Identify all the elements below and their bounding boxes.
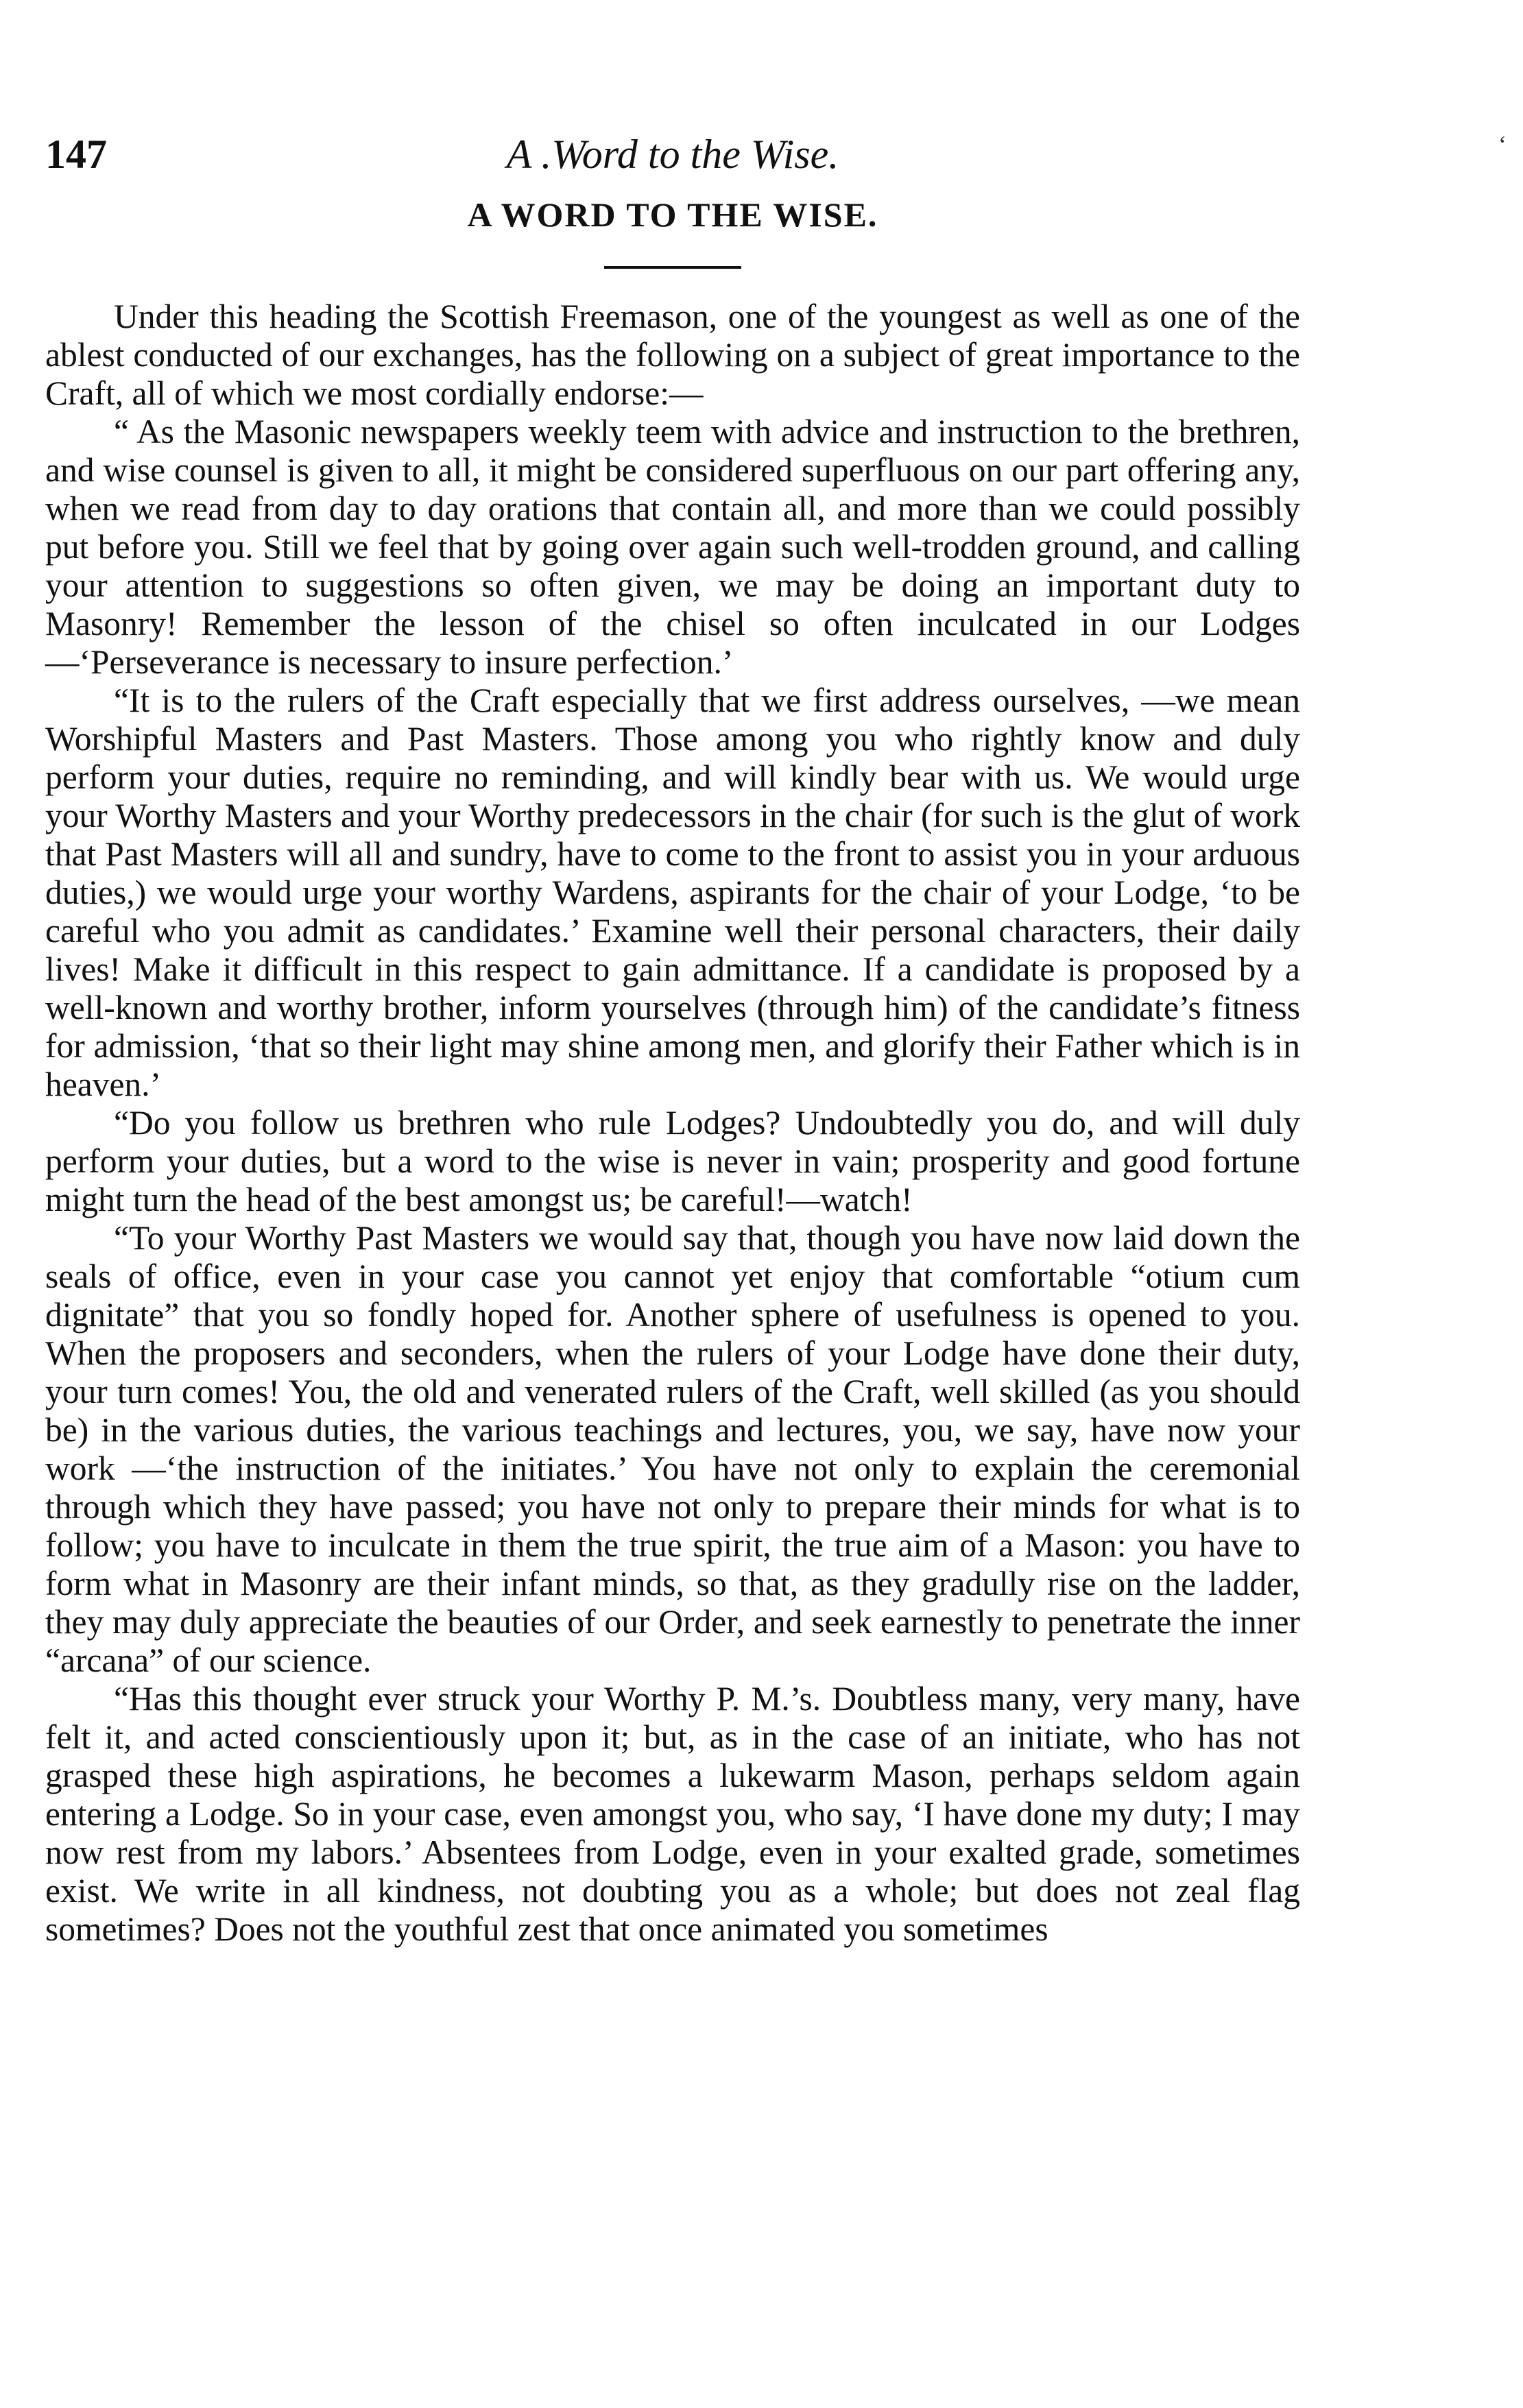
paragraph: “To your Worthy Past Masters we would say that, though you have now laid down the seals of office, even in your case you cannot yet enjoy that comfortable “otium cum dignitate” that you so fondly hoped for. Another sphere of usefulness is opened to you. When the proposers and seconders, when the rulers of your Lodge have done their duty, your turn comes! You, the old and venerated rulers of the Craft, well skilled (as you should be) in the various duties, the various teachings and lectures, you, we say, have now your work —‘the instruction of the initiates.’ You have not only to explain the ceremonial through which they have passed; you have not only to prepare their minds for what is to follow; you have to inculcate in them the true spirit, the true aim of a Mason: you have to form what in Masonry are their infant minds, so that, as they gradully rise on the ladder, they may duly appreciate the beauties of our Order, and seek earnestly to penetrate the inner “arcana” of our science.	[45, 1219, 1300, 1679]
page-header	[45, 123, 1300, 185]
document-page	[45, 123, 1300, 1949]
article-title: A WORD TO THE WISE.	[467, 195, 878, 234]
paragraph: “It is to the rulers of the Craft especially that we first address ourselves, —we mean Worshipful Masters and Past Masters. Those among you who rightly know and duly perform your duties, require no reminding, and will kindly bear with us. We would urge your Worthy Masters and your Worthy predecessors in the chair (for such is the glut of work that Past Masters will all and sundry, have to come to the front to assist you in your arduous duties,) we would urge your worthy Wardens, aspirants for the chair of your Lodge, ‘to be careful who you admit as candidates.’ Examine well their personal characters, their daily lives! Make it difficult in this respect to gain admittance. If a candidate is proposed by a well-known and worthy brother, inform yourselves (through him) of the candidate’s fitness for admission, ‘that so their light may shine among men, and glorify their Father which is in heaven.’	[45, 682, 1300, 1103]
paragraph: Under this heading the Scottish Freemason, one of the youngest as well as one of the ablest conducted of our exchanges, has the following on a subject of great importance to the Craft, all of which we most cordially endorse:—	[45, 298, 1300, 412]
article-body	[45, 298, 1300, 1949]
running-title: A .Word to the Wise.	[506, 132, 839, 177]
paragraph: “Do you follow us brethren who rule Lodges? Undoubtedly you do, and will duly perform your duties, but a word to the wise is never in vain; prosperity and good fortune might turn the head of the best amongst us; be careful!—watch!	[45, 1104, 1300, 1218]
title-rule	[604, 266, 741, 269]
margin-mark: ‘	[1498, 131, 1507, 158]
paragraph: “ As the Masonic newspapers weekly teem with advice and instruction to the brethren, and wise counsel is given to all, it might be considered superfluous on our part offering any, when we read from day to day orations that contain all, and more than we could possibly put before you. Still we feel that by going over again such well-trodden ground, and calling your attention to suggestions so often given, we may be doing an important duty to Masonry! Remember the lesson of the chisel so often inculcated in our Lodges—‘Perseverance is necessary to insure perfection.’	[45, 413, 1300, 681]
page-number: 147	[45, 132, 107, 177]
paragraph: “Has this thought ever struck your Worthy P. M.’s. Doubtless many, very many, have felt it, and acted conscientiously upon it; but, as in the case of an initiate, who has not grasped these high aspirations, he becomes a lukewarm Mason, perhaps seldom again entering a Lodge. So in your case, even amongst you, who say, ‘I have done my duty; I may now rest from my labors.’ Absentees from Lodge, even in your exalted grade, sometimes exist. We write in all kindness, not doubting you as a whole; but does not zeal flag sometimes? Does not the youthful zest that once animated you sometimes	[45, 1680, 1300, 1948]
